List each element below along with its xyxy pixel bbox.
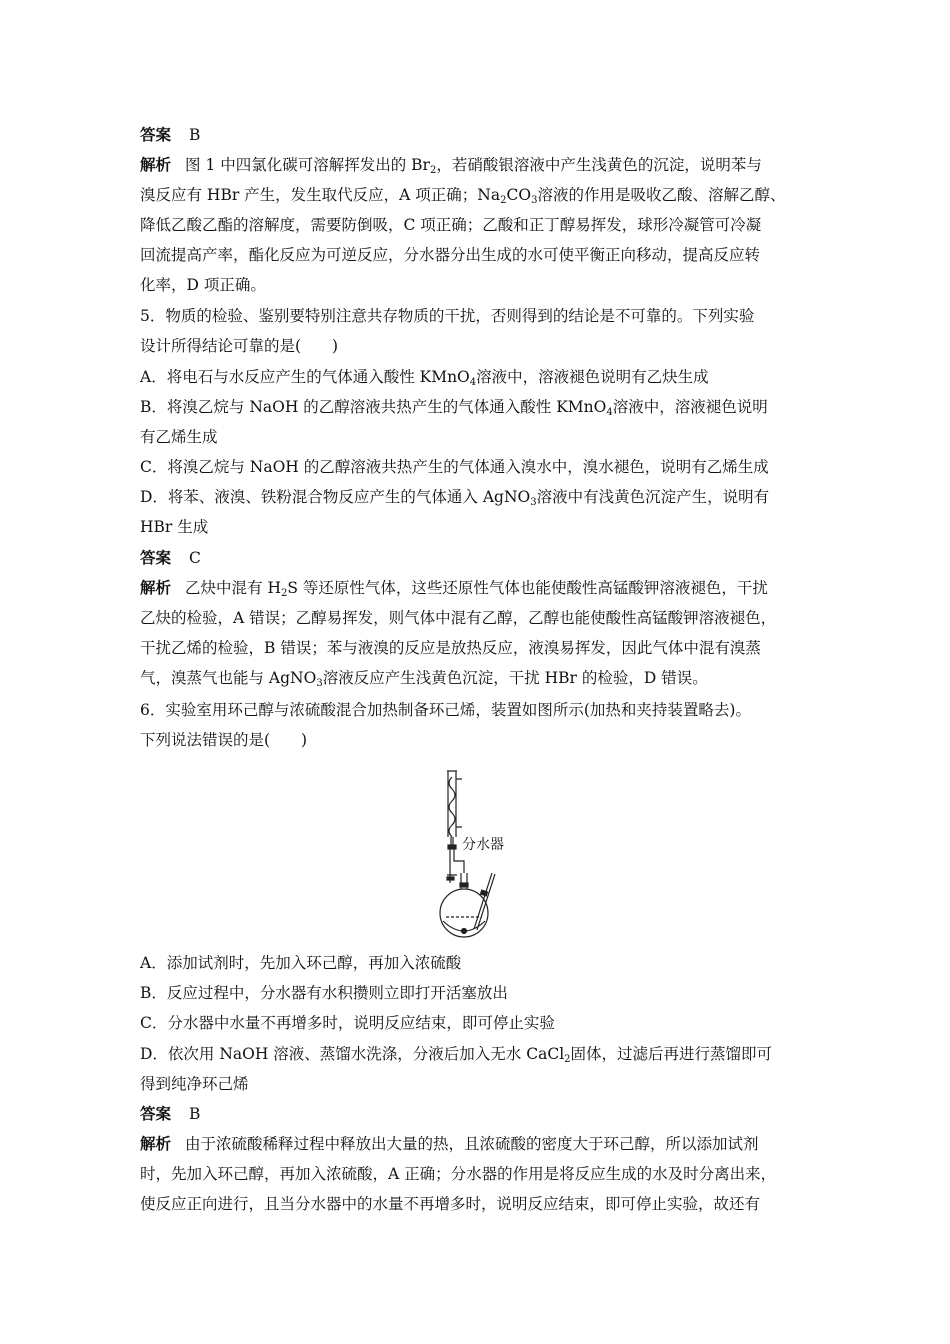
answer-label: 答案 (140, 125, 172, 144)
q4-analysis-line-2: 溴反应有 HBr 产生，发生取代反应，A 项正确；$Na_2CO_3$溶液的作用是吸收乙酸、溶解乙醇、 (140, 186, 786, 206)
answer-value: C (189, 549, 201, 567)
answer-value: B (189, 126, 201, 144)
boiling-chip (462, 929, 467, 934)
q6-stem-line-1: 6．实验室用环己醇与浓硫酸混合加热制备环己烯，装置如图所示(加热和夹持装置略去)。 (140, 701, 751, 719)
q6-analysis-line-2: 时，先加入环己醇，再加入浓硫酸，A 正确；分水器的作用是将反应生成的水及时分离出来， (140, 1165, 777, 1183)
q6-option-d: D．依次用 NaOH 溶液、蒸馏水洗涤，分液后加入无水 CaCl$_2$固体，过滤后再进行蒸馏即可 (140, 1045, 773, 1065)
q5-option-d-cont: HBr 生成 (140, 518, 209, 536)
water-separator-valve (447, 877, 454, 880)
q4-analysis-line-3: 降低乙酸乙酯的溶解度，需要防倒吸，C 项正确；乙酸和正丁醇易挥发，球形冷凝管可冷凝 (140, 216, 762, 234)
q5-stem-line-1: 5．物质的检验、鉴别要特别注意共存物质的干扰，否则得到的结论是不可靠的。下列实验 (140, 307, 755, 325)
q6-option-c: C．分水器中水量不再增多时，说明反应结束，即可停止实验 (140, 1014, 555, 1032)
q4-analysis-line-4: 回流提高产率，酯化反应为可逆反应，分水器分出生成的水可使平衡正向移动，提高反应转 (140, 246, 761, 264)
q4-analysis-line-1: 解析 图 1 中四氯化碳可溶解挥发出的 $Br_2$，若硝酸银溶液中产生浅黄色的沉淀，说明苯与 (140, 155, 762, 176)
answer-label: 答案 (140, 1104, 172, 1123)
condenser-coil (449, 777, 455, 837)
q5-analysis-line-1: 解析 乙炔中混有 $H_2S$ 等还原性气体，这些还原性气体也能使酸性高锰酸钾溶液褪色，干扰 (140, 578, 768, 599)
q5-analysis-line-3: 干扰乙烯的检验，B 错误；苯与液溴的反应是放热反应，液溴易挥发，因此气体中混有溴蒸 (140, 639, 761, 657)
q5-analysis-line-2: 乙炔的检验，A 错误；乙醇易挥发，则气体中混有乙醇，乙醇也能使酸性高锰酸钾溶液褪色， (140, 609, 777, 627)
condenser-jacket (447, 771, 457, 837)
water-separator-collar (448, 845, 456, 849)
q6-answer (140, 1103, 200, 1125)
q5-option-a: A．将电石与水反应产生的气体通入酸性 KMnO$_4$溶液中，溶液褪色说明有乙炔生成 (140, 368, 709, 388)
q6-stem-line-2: 下列说法错误的是( ) (140, 731, 308, 749)
analysis-label: 解析 (140, 578, 172, 597)
q5-stem-line-2: 设计所得结论可靠的是( ) (140, 337, 339, 355)
q6-analysis-line-1: 解析 由于浓硫酸稀释过程中释放出大量的热，且浓硫酸的密度大于环己醇，所以添加试剂 (140, 1134, 759, 1153)
apparatus-diagram (430, 765, 540, 945)
condenser-top-outlet (456, 779, 462, 827)
neck-joint (460, 883, 468, 887)
q5-option-b-cont: 有乙烯生成 (140, 428, 218, 446)
q5-answer (140, 547, 201, 569)
q5-option-d: D．将苯、液溴、铁粉混合物反应产生的气体通入 AgNO$_3$溶液中有浅黄色沉淀产生，说明有 (140, 488, 770, 508)
q4-answer (140, 124, 200, 146)
q5-option-c: C．将溴乙烷与 NaOH 的乙醇溶液共热产生的气体通入溴水中，溴水褪色，说明有乙烯生成 (140, 458, 769, 476)
answer-value: B (189, 1105, 201, 1123)
q6-analysis-line-3: 使反应正向进行，且当分水器中的水量不再增多时，说明反应结束，即可停止实验，故还有 (140, 1195, 761, 1213)
q6-option-a: A．添加试剂时，先加入环己醇，再加入浓硫酸 (140, 954, 462, 972)
q5-option-b: B．将溴乙烷与 NaOH 的乙醇溶液共热产生的气体通入酸性 KMnO$_4$溶液中，溶液褪色说明 (140, 398, 768, 418)
q5-analysis-line-4: 气，溴蒸气也能与 AgNO$_3$溶液反应产生浅黄色沉淀，干扰 HBr 的检验，D 错误。 (140, 669, 708, 689)
q6-option-b: B．反应过程中，分水器有水积攒则立即打开活塞放出 (140, 984, 508, 1002)
q6-option-d-cont: 得到纯净环己烯 (140, 1075, 249, 1093)
q4-analysis-line-5: 化率，D 项正确。 (140, 276, 266, 294)
analysis-label: 解析 (140, 1134, 172, 1153)
water-separator-label: 分水器 (462, 837, 504, 853)
analysis-label: 解析 (140, 155, 172, 174)
condenser-inner-tube (451, 837, 453, 845)
answer-label: 答案 (140, 548, 172, 567)
